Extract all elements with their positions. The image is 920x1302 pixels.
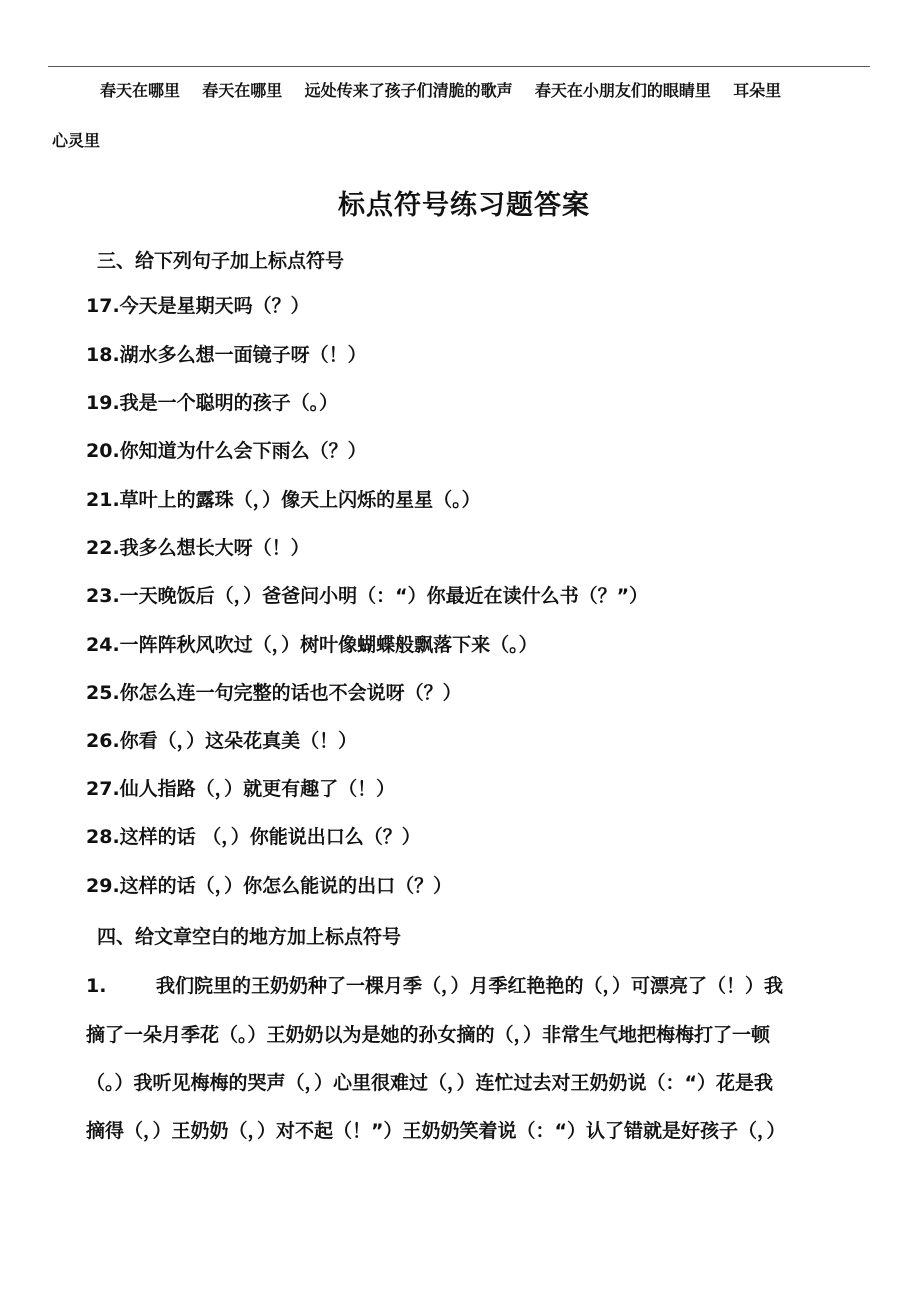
passage-line-4: 摘得（，）王奶奶（，）对不起（！”）王奶奶笑着说（：“）认了错就是好孩子（，） bbox=[86, 1120, 786, 1142]
exercise-item-25: 25.你怎么连一句完整的话也不会说呀（？） bbox=[86, 682, 462, 704]
exercise-item-18: 18.湖水多么想一面镜子呀（！） bbox=[86, 344, 367, 366]
header-text: 春天在哪里 春天在哪里 远处传来了孩子们清脆的歌声 春天在小朋友们的眼睛里 耳朵里 bbox=[100, 81, 782, 100]
header-text-continued: 心灵里 bbox=[52, 131, 101, 150]
passage-line bbox=[86, 971, 783, 998]
exercise-item-24: 24.一阵阵秋风吹过（，）树叶像蝴蝶般飘落下来（。） bbox=[86, 634, 538, 656]
page-title: 标点符号练习题答案 bbox=[338, 190, 590, 221]
header-rule bbox=[48, 66, 870, 67]
passage-line-3: （。）我听见梅梅的哭声（，）心里很难过（，）连忙过去对王奶奶说（：“）花是我 bbox=[86, 1072, 773, 1094]
passage-line-1: 我们院里的王奶奶种了一棵月季（，）月季红艳艳的（，）可漂亮了（！）我 bbox=[156, 975, 784, 997]
section-three-heading: 三、给下列句子加上标点符号 bbox=[97, 250, 345, 272]
exercise-item-29: 29.这样的话（，）你怎么能说的出口（？） bbox=[86, 875, 453, 897]
exercise-item-22: 22.我多么想长大呀（！） bbox=[86, 537, 310, 559]
exercise-item-28: 28.这样的话 （，）你能说出口么（？） bbox=[86, 826, 421, 848]
section-four-heading: 四、给文章空白的地方加上标点符号 bbox=[97, 926, 402, 948]
exercise-item-23: 23.一天晚饭后（，）爸爸问小明（：“）你最近在读什么书（？”） bbox=[86, 585, 649, 607]
exercise-item-27: 27.仙人指路（，）就更有趣了（！） bbox=[86, 778, 396, 800]
exercise-item-17: 17.今天是星期天吗（？） bbox=[86, 295, 310, 317]
passage-line-2: 摘了一朵月季花（。）王奶奶以为是她的孙女摘的（，）非常生气地把梅梅打了一顿 bbox=[86, 1024, 771, 1046]
passage-number: 1. bbox=[86, 975, 107, 997]
exercise-item-20: 20.你知道为什么会下雨么（？） bbox=[86, 440, 367, 462]
exercise-item-21: 21.草叶上的露珠（，）像天上闪烁的星星（。） bbox=[86, 489, 481, 511]
exercise-item-26: 26.你看（，）这朵花真美（！） bbox=[86, 730, 358, 752]
exercise-item-19: 19.我是一个聪明的孩子（。） bbox=[86, 392, 339, 414]
